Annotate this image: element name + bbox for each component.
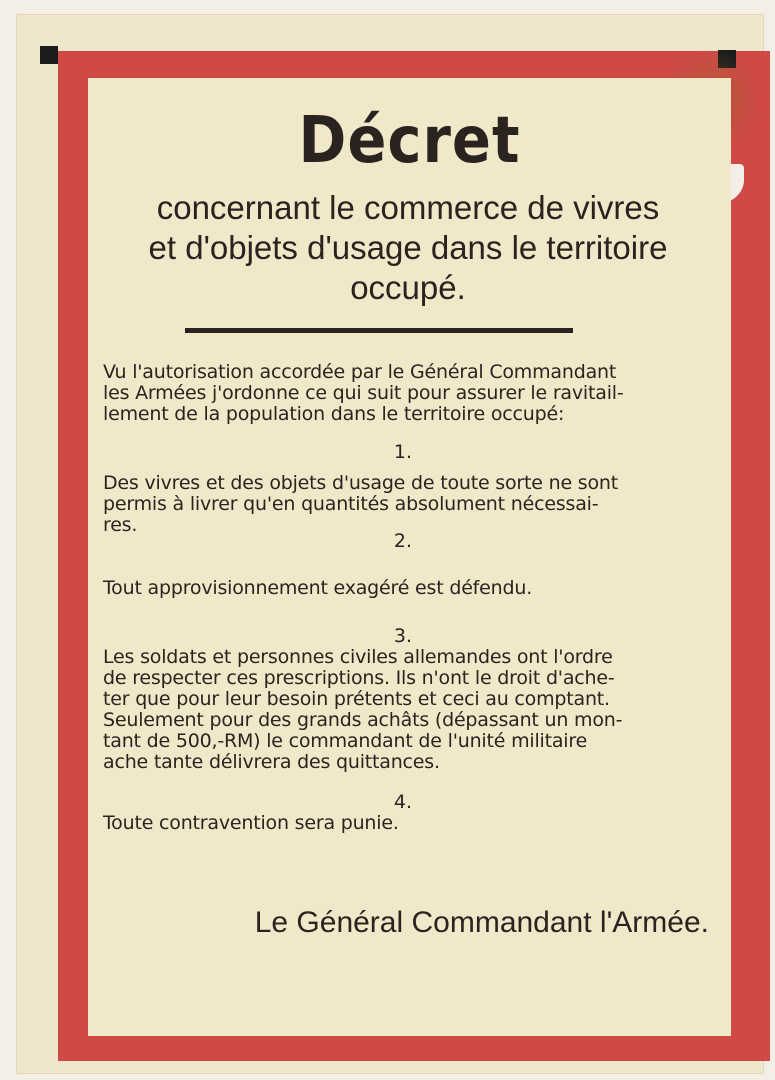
article-line: Des vivres et des objets d'usage de toute sorte ne sont	[103, 472, 618, 494]
article-line: Les soldats et personnes civiles allemandes ont l'ordre	[103, 646, 613, 668]
intro-line: les Armées j'ordonne ce qui suit pour assurer le ravitail-	[103, 382, 624, 404]
intro-line: Vu l'autorisation accordée par le Général Commandant	[103, 361, 617, 383]
title-underline	[185, 328, 573, 333]
article-number: 2.	[393, 530, 413, 552]
signature: Le Général Commandant l'Armée.	[254, 906, 709, 939]
decree-body	[103, 362, 703, 834]
article-line: de respecter ces prescriptions. Ils n'ont le droit d'ache-	[103, 667, 615, 689]
article-2-text	[103, 578, 703, 599]
subtitle-line: et d'objets d'usage dans le territoire	[148, 229, 668, 266]
decree-content	[88, 78, 731, 1036]
article-number: 3.	[393, 625, 413, 647]
article-line: ache tante délivrera des quittances.	[103, 751, 440, 773]
decree-title: Décret	[298, 104, 521, 178]
subtitle-line: occupé.	[350, 269, 466, 306]
article-3-text	[103, 647, 703, 773]
article-number: 1.	[393, 441, 413, 463]
subtitle-line: concernant le commerce de vivres	[156, 189, 660, 226]
poster-paper	[16, 14, 764, 1074]
intro-paragraph	[103, 362, 703, 425]
intro-line: lement de la population dans le territoire occupé:	[103, 403, 565, 425]
article-line: ter que pour leur besoin prétents et ceci au comptant.	[103, 688, 610, 710]
article-line: Toute contravention sera punie.	[103, 812, 399, 834]
article-number: 4.	[393, 791, 413, 813]
article-line: Seulement pour des grands achâts (dépassant un mon-	[103, 709, 623, 731]
article-4-text	[103, 813, 703, 834]
pin-marker-left	[40, 46, 58, 64]
article-1-text	[103, 473, 703, 536]
decree-subtitle	[98, 188, 718, 308]
article-line: tant de 500,-RM) le commandant de l'unité militaire	[103, 730, 588, 752]
article-line: permis à livrer qu'en quantités absolument nécessai-	[103, 493, 599, 515]
article-line: Tout approvisionnement exagéré est défendu.	[103, 577, 533, 599]
article-line: res.	[103, 514, 138, 536]
